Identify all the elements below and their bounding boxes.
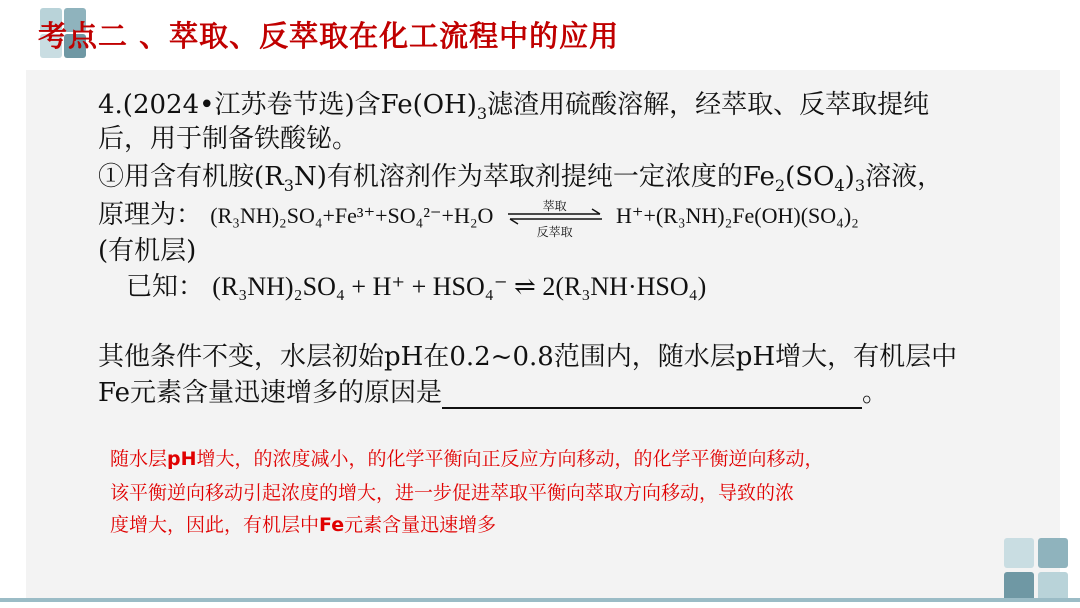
question-line-5: (有机层) (98, 236, 197, 266)
question-line-3: ①用含有机胺$(R_3N)$有机溶剂作为萃取剂提纯一定浓度的$Fe_2(SO_4)_3$溶液， (98, 162, 944, 196)
arrow-label-top: 萃取 (542, 199, 567, 213)
answer-line-3: 度增大，因此，有机层中Fe元素含量迅速增多 (110, 514, 497, 536)
arrow-label-bottom: 反萃取 (536, 225, 573, 239)
answer-line-1: 随水层pH增大，的浓度减小，的化学平衡向正反应方向移动，的化学平衡逆向移动， (110, 448, 824, 470)
bottom-divider (0, 598, 1080, 602)
equilibrium-arrows (506, 199, 604, 239)
question-line-8: Fe元素含量迅速增多的原因是 。 (98, 378, 889, 408)
decor-square (1038, 538, 1068, 568)
answer-line-2: 该平衡逆向移动引起浓度的增大，进一步促进萃取平衡向萃取方向移动，导致的浓 (110, 482, 795, 504)
equation-1-left: (R₃NH)₂SO₄+Fe³⁺+SO₄²⁻+H₂O (210, 203, 494, 228)
answer-blank[interactable] (442, 381, 862, 409)
question-line-7: 其他条件不变，水层初始pH在0.2~0.8范围内，随水层pH增大，有机层中 (98, 342, 958, 372)
question-line-4: 原理为： (R₃NH)₂SO₄+Fe³⁺+SO₄²⁻+H₂O 萃取 反萃取 H⁺+(R₃NH)₂Fe(OH)(SO₄)₂ (98, 199, 859, 239)
equation-1-right: H⁺+(R₃NH)₂Fe(OH)(SO₄)₂ (615, 203, 859, 228)
equation-2: (R₃NH)₂SO₄ + H⁺ + HSO₄⁻ ⇌ 2(R₃NH·HSO₄) (212, 272, 707, 301)
question-line-6: 已知： (R₃NH)₂SO₄ + H⁺ + HSO₄⁻ ⇌ 2(R₃NH·HSO₄) (126, 272, 707, 302)
question-line-2: 后，用于制备铁酸铋。 (98, 124, 359, 154)
decor-square (1004, 538, 1034, 568)
page-title: 考点二 、萃取、反萃取在化工流程中的应用 (38, 19, 620, 53)
question-line-1: 4.(2024•江苏卷节选)含$Fe(OH)_3$滤渣用硫酸溶解，经萃取、反萃取提纯 (98, 90, 930, 124)
